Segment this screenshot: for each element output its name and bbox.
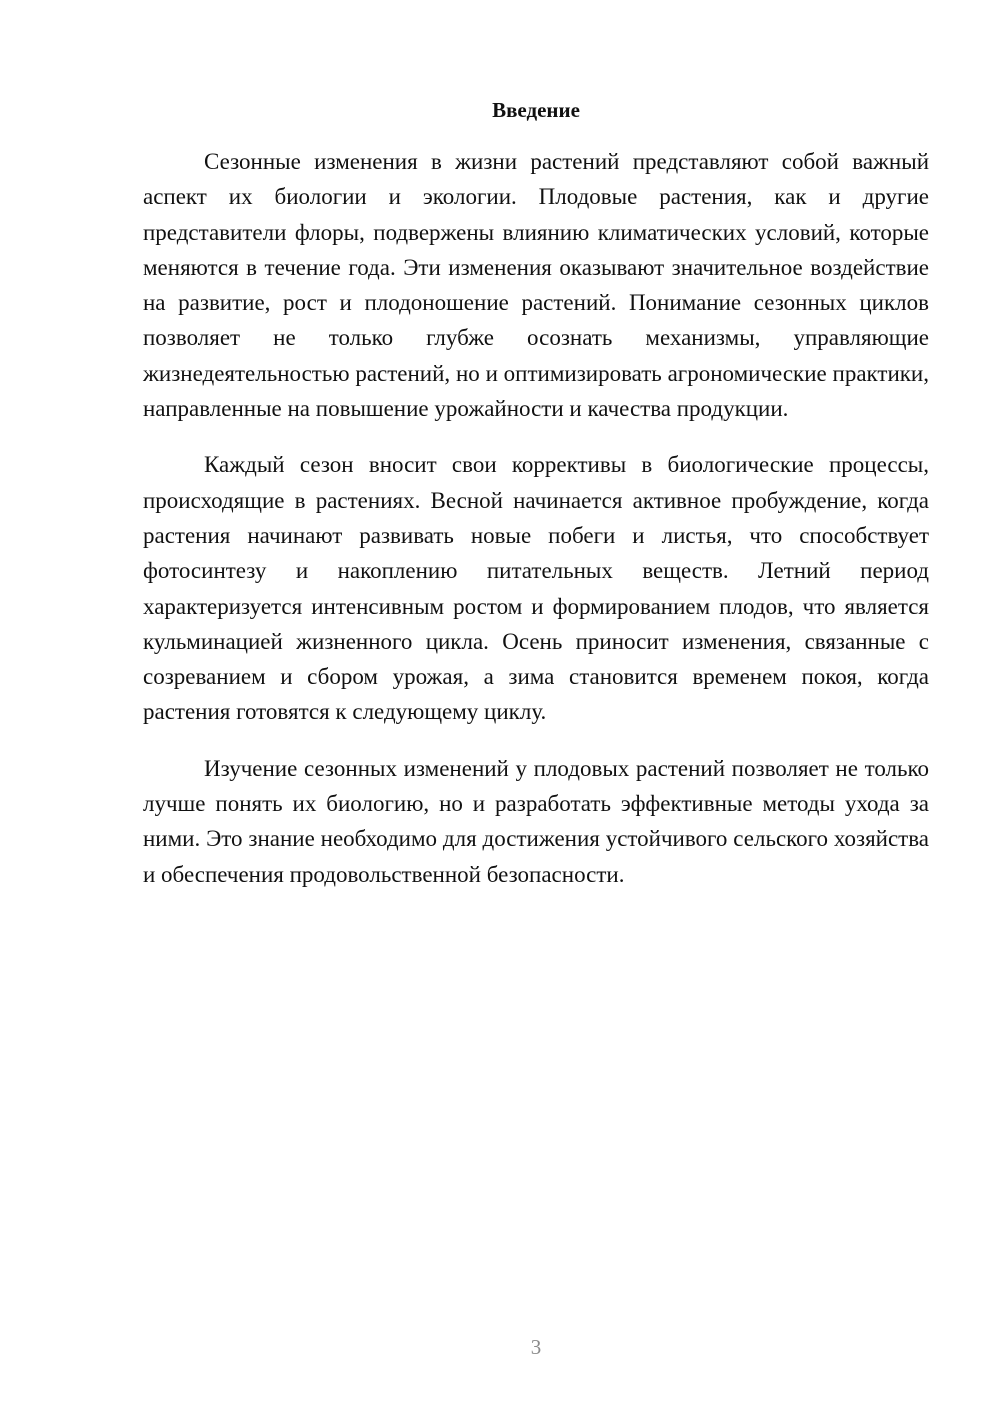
page-body — [143, 92, 929, 913]
paragraph-1: Сезонные изменения в жизни растений представляют собой важный аспект их биологии и экологии. Плодовые растения, как и другие представители флоры, подвержены влиянию климатических условий, которые меняются в течение года. Эти изменения оказывают значительное воздействие на развитие, рост и плодоношение растений. Понимание сезонных циклов позволяет не только глубже осознать механизмы, управляющие жизнедеятельностью растений, но и оптимизировать агрономические практики, направленные на повышение урожайности и качества продукции. — [143, 149, 929, 422]
page-number: 3 — [530, 1335, 542, 1359]
section-title: Введение — [492, 98, 580, 122]
paragraph-2: Каждый сезон вносит свои коррективы в биологические процессы, происходящие в растениях. Весной начинается активное пробуждение, когда растения начинают развивать новые побеги и листья, что способствует фотосинтезу и накоплению питательных веществ. Летний период характеризуется интенсивным ростом и формированием плодов, что является кульминацией жизненного цикла. Осень приносит изменения, связанные с созреванием и сбором урожая, а зима становится временем покоя, когда растения готовятся к следующему циклу. — [143, 452, 929, 725]
paragraph-3: Изучение сезонных изменений у плодовых растений позволяет не только лучше понять их биологию, но и разработать эффективные методы ухода за ними. Это знание необходимо для достижения устойчивого сельского хозяйства и обеспечения продовольственной безопасности. — [143, 755, 929, 887]
